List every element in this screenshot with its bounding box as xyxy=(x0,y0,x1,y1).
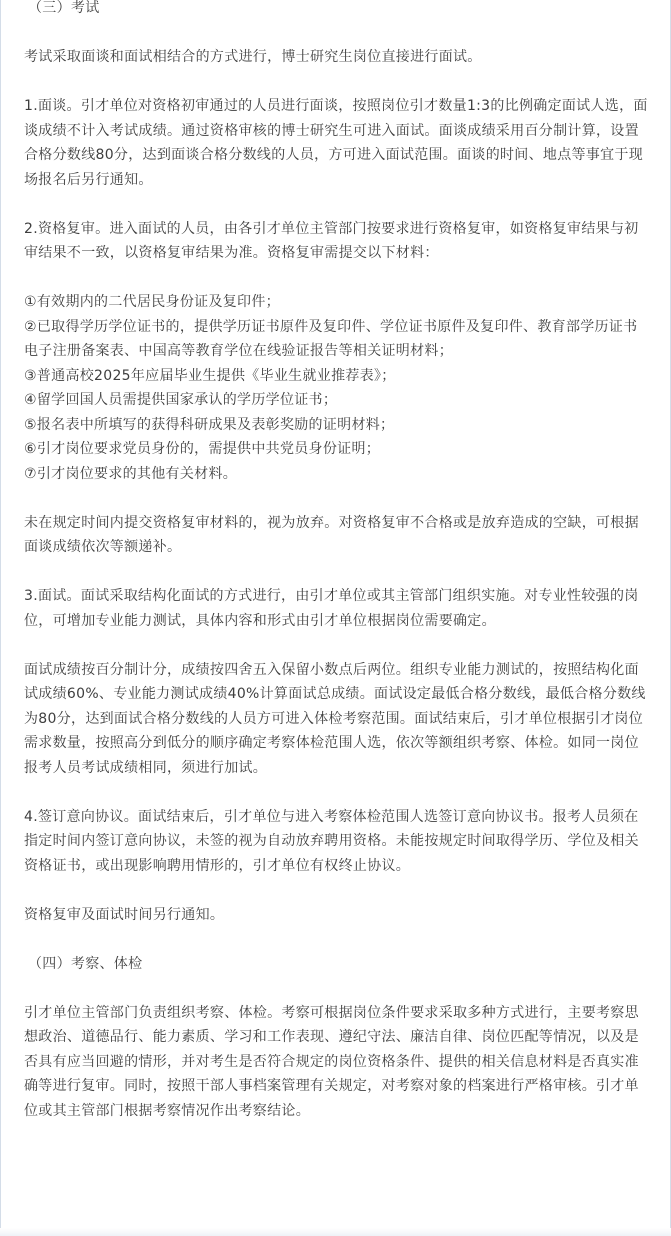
paragraph-gap xyxy=(24,927,649,952)
paragraph-gap xyxy=(24,21,649,46)
paragraph-gap xyxy=(24,70,649,95)
inspection-paragraph: 引才单位主管部门负责组织考察、体检。考察可根据岗位条件要求采取多种方式进行，主要考察思想政治、道德品行、能力素质、学习和工作表现、遵纪守法、廉洁自律、岗位匹配等情况，以及是否具有应当回避的情形，并对考生是否符合规定的岗位资格条件、提供的相关信息材料是否真实准确等进行复审。同时，按照干部人事档案管理有关规定，对考察对象的档案进行严格审核。引才单位或其主管部门根据考察情况作出考察结论。 xyxy=(24,1004,639,1119)
material-item: ③普通高校2025年应届毕业生提供《毕业生就业推荐表》； xyxy=(24,367,396,384)
agreement-paragraph: 4.签订意向协议。面试结束后，引才单位与进入考察体检范围人选签订意向协议书。报考人员须在指定时间内签订意向协议，未签的视为自动放弃聘用资格。未能按规定时间取得学历、学位及相关资格证书，或出现影响聘用情形的，引才单位有权终止协议。 xyxy=(24,808,639,874)
exam-intro: 考试采取面谈和面试相结合的方式进行，博士研究生岗位直接进行面试。 xyxy=(24,49,482,65)
material-item: ②已取得学历学位证书的，提供学历证书原件及复印件、学位证书原件及复印件、教育部学历证书电子注册备案表、中国高等教育学位在线验证报告等相关证明材料； xyxy=(24,318,638,359)
paragraph-gap xyxy=(24,878,649,903)
material-item: ⑦引才岗位要求的其他有关材料。 xyxy=(24,465,238,482)
interview-scoring-paragraph: 面试成绩按百分制计分，成绩按四舍五入保留小数点后两位。组织专业能力测试的，按照结构化面试成绩60%、专业能力测试成绩40%计算面试总成绩。面试设定最低合格分数线，最低合格分数线为80分，达到面试合格分数线的人员方可进入体检考察范围。面试结束后，引才单位根据引才岗位需求数量，按照高分到低分的顺序确定考察体检范围人选，依次等额组织考察、体检。如同一岗位报考人员考试成绩相同，须进行加试。 xyxy=(24,661,646,776)
paragraph-gap xyxy=(24,560,649,585)
schedule-note: 资格复审及面试时间另行通知。 xyxy=(24,906,225,923)
review-note-paragraph: 未在规定时间内提交资格复审材料的，视为放弃。对资格复审不合格或是放弃造成的空缺，可根据面谈成绩依次等额递补。 xyxy=(24,514,639,555)
inspection-heading: （四）考察、体检 xyxy=(28,955,143,972)
bottom-edge xyxy=(0,1228,671,1236)
material-item: ①有效期内的二代居民身份证及复印件； xyxy=(24,294,280,310)
article-body xyxy=(24,0,649,1123)
material-item: ④留学回国人员需提供国家承认的学历学位证书； xyxy=(24,392,338,408)
paragraph-gap xyxy=(24,266,649,291)
material-item: ⑤报名表中所填写的获得科研成果及表彰奖励的证明材料； xyxy=(24,416,395,433)
paragraph-gap xyxy=(24,633,649,658)
paragraph-gap xyxy=(24,192,649,217)
paragraph-gap xyxy=(24,976,649,1001)
paragraph-gap xyxy=(24,486,649,511)
qualification-review-paragraph: 2.资格复审。进入面试的人员，由各引才单位主管部门按要求进行资格复审，如资格复审结果与初审结果不一致，以资格复审结果为准。资格复审需提交以下材料： xyxy=(24,220,639,261)
paragraph-gap xyxy=(24,780,649,805)
interview-paragraph: 3.面试。面试采取结构化面试的方式进行，由引才单位或其主管部门组织实施。对专业性较强的岗位，可增加专业能力测试，具体内容和形式由引才单位根据岗位需要确定。 xyxy=(24,588,639,629)
material-item: ⑥引才岗位要求党员身份的，需提供中共党员身份证明； xyxy=(24,441,381,457)
exam-heading: （三）考试 xyxy=(28,0,100,16)
interview-talk-paragraph: 1.面谈。引才单位对资格初审通过的人员进行面谈，按照岗位引才数量1:3的比例确定面试人选，面谈成绩不计入考试成绩。通过资格审核的博士研究生可进入面试。面谈成绩采用百分制计算，设置合格分数线80分，达到面谈合格分数线的人员，方可进入面试范围。面谈的时间、地点等事宜于现场报名后另行通知。 xyxy=(24,98,648,188)
